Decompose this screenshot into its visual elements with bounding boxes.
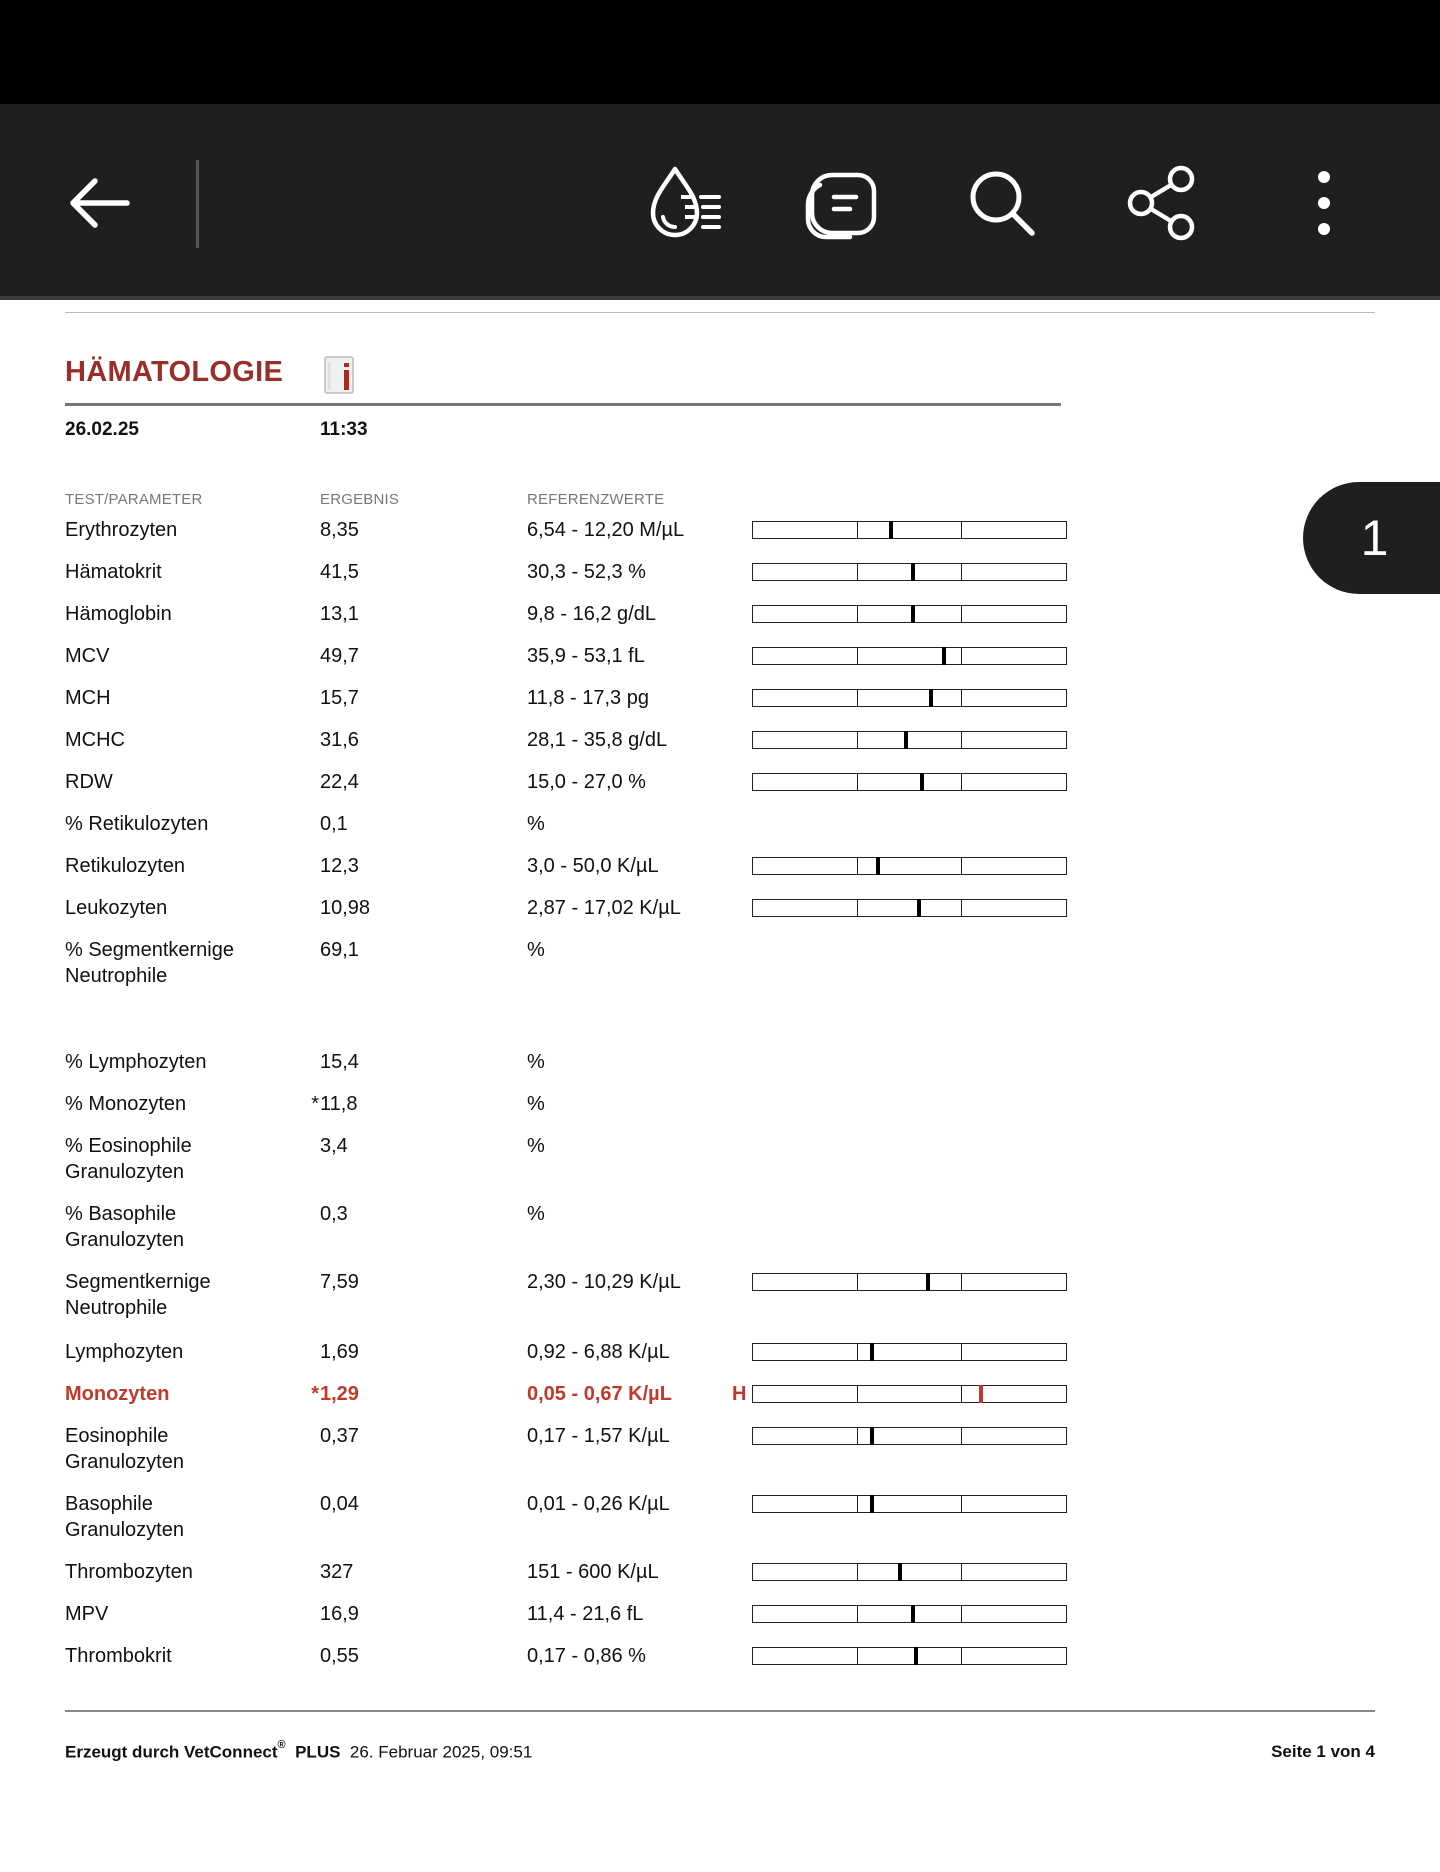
range-divider-high xyxy=(961,648,962,664)
result-value: 16,9 xyxy=(320,1603,359,1625)
more-vert-icon xyxy=(1309,163,1339,243)
result-value: 41,5 xyxy=(320,561,359,583)
reference-range: 9,8 - 16,2 g/dL xyxy=(527,603,656,625)
result-value: 0,04 xyxy=(320,1493,359,1515)
footer-plus: PLUS xyxy=(295,1742,341,1762)
toolbar xyxy=(0,104,1440,300)
parameter-name: % Monozyten xyxy=(65,1093,187,1115)
parameter-name: % Basophile Granulozyten xyxy=(65,1203,184,1251)
page-number-badge[interactable]: 1 xyxy=(1303,482,1440,594)
range-divider-low xyxy=(857,1274,858,1290)
comments-button[interactable] xyxy=(795,158,885,248)
reference-range: 151 - 600 K/µL xyxy=(527,1561,659,1583)
column-header-parameter: TEST/PARAMETER xyxy=(65,491,203,508)
range-marker xyxy=(911,563,915,581)
range-bar xyxy=(752,857,1067,875)
share-icon xyxy=(1123,163,1203,243)
reference-range: 0,17 - 0,86 % xyxy=(527,1645,646,1667)
chat-bubbles-icon xyxy=(798,161,882,245)
range-bar xyxy=(752,731,1067,749)
result-value: 0,3 xyxy=(320,1203,348,1225)
range-bar xyxy=(752,1647,1067,1665)
result-value: 22,4 xyxy=(320,771,359,793)
parameter-name: MPV xyxy=(65,1603,109,1625)
range-bar xyxy=(752,1427,1067,1445)
range-divider-high xyxy=(961,1648,962,1664)
range-divider-low xyxy=(857,1648,858,1664)
range-divider-high xyxy=(961,1386,962,1402)
range-marker xyxy=(870,1427,874,1445)
range-divider-high xyxy=(961,564,962,580)
result-value: 0,37 xyxy=(320,1425,359,1447)
parameter-name: % Retikulozyten xyxy=(65,813,209,835)
parameter-name: Lymphozyten xyxy=(65,1341,184,1363)
parameter-name: MCHC xyxy=(65,729,125,751)
parameter-name: % Segmentkernige Neutrophile xyxy=(65,939,234,987)
parameter-name: RDW xyxy=(65,771,113,793)
toolbar-separator xyxy=(196,160,199,248)
range-bar xyxy=(752,1563,1067,1581)
footer-divider xyxy=(65,1710,1375,1712)
range-marker xyxy=(911,605,915,623)
result-value: 49,7 xyxy=(320,645,359,667)
search-button[interactable] xyxy=(957,158,1047,248)
range-marker xyxy=(926,1273,930,1291)
parameter-name: Thrombokrit xyxy=(65,1645,172,1667)
range-bar xyxy=(752,899,1067,917)
result-value: 1,29 xyxy=(320,1383,359,1405)
parameter-name: MCV xyxy=(65,645,110,667)
range-divider-low xyxy=(857,774,858,790)
result-value: 1,69 xyxy=(320,1341,359,1363)
range-bar xyxy=(752,1605,1067,1623)
flag-star: * xyxy=(311,1383,319,1405)
range-divider-low xyxy=(857,648,858,664)
range-divider-high xyxy=(961,522,962,538)
share-button[interactable] xyxy=(1118,158,1208,248)
parameter-name: % Eosinophile Granulozyten xyxy=(65,1135,192,1183)
reference-range: 0,92 - 6,88 K/µL xyxy=(527,1341,670,1363)
range-marker xyxy=(917,899,921,917)
range-bar xyxy=(752,1273,1067,1291)
range-divider-high xyxy=(961,1274,962,1290)
range-marker xyxy=(914,1647,918,1665)
high-low-flag: H xyxy=(732,1383,747,1405)
flag-star: * xyxy=(311,1093,319,1115)
result-value: 327 xyxy=(320,1561,354,1583)
result-value: 0,55 xyxy=(320,1645,359,1667)
parameter-name: Eosinophile Granulozyten xyxy=(65,1425,184,1473)
range-bar xyxy=(752,689,1067,707)
range-marker xyxy=(929,689,933,707)
reference-range: 0,05 - 0,67 K/µL xyxy=(527,1383,672,1405)
range-bar xyxy=(752,1385,1067,1403)
range-divider-high xyxy=(961,900,962,916)
range-divider-low xyxy=(857,1496,858,1512)
reference-range: 11,4 - 21,6 fL xyxy=(527,1603,644,1625)
status-bar xyxy=(0,0,1440,104)
back-button[interactable] xyxy=(53,158,143,248)
result-value: 7,59 xyxy=(320,1271,359,1293)
reference-range: % xyxy=(527,813,545,835)
range-marker xyxy=(979,1385,983,1403)
footer-page-info: Seite 1 von 4 xyxy=(1271,1742,1375,1761)
reference-range: % xyxy=(527,939,545,961)
reference-range: 15,0 - 27,0 % xyxy=(527,771,646,793)
parameter-name: Basophile Granulozyten xyxy=(65,1493,184,1541)
range-divider-low xyxy=(857,1606,858,1622)
range-bar xyxy=(752,605,1067,623)
range-marker xyxy=(870,1343,874,1361)
range-marker xyxy=(911,1605,915,1623)
registered-mark: ® xyxy=(277,1739,286,1751)
reference-range: % xyxy=(527,1203,545,1225)
range-divider-high xyxy=(961,774,962,790)
reference-range: 11,8 - 17,3 pg xyxy=(527,687,649,709)
range-divider-low xyxy=(857,1386,858,1402)
range-divider-low xyxy=(857,858,858,874)
range-marker xyxy=(904,731,908,749)
result-value: 12,3 xyxy=(320,855,359,877)
parameter-name: Segmentkernige Neutrophile xyxy=(65,1271,211,1319)
result-value: 15,4 xyxy=(320,1051,359,1073)
range-marker xyxy=(876,857,880,875)
sample-tube-icon xyxy=(324,356,354,394)
result-value: 10,98 xyxy=(320,897,371,919)
range-marker xyxy=(870,1495,874,1513)
section-title: HÄMATOLOGIE xyxy=(65,356,284,388)
reference-range: 3,0 - 50,0 K/µL xyxy=(527,855,659,877)
sample-date: 26.02.25 xyxy=(65,419,139,440)
reference-range: 0,17 - 1,57 K/µL xyxy=(527,1425,670,1447)
range-divider-low xyxy=(857,564,858,580)
reference-range: 2,30 - 10,29 K/µL xyxy=(527,1271,681,1293)
range-divider-high xyxy=(961,858,962,874)
footer-generated-by: Erzeugt durch VetConnect xyxy=(65,1742,278,1762)
result-value: 0,1 xyxy=(320,813,348,835)
reference-range: 6,54 - 12,20 M/µL xyxy=(527,519,685,541)
range-bar xyxy=(752,563,1067,581)
parameter-name: Hämatokrit xyxy=(65,561,162,583)
reference-range: % xyxy=(527,1051,545,1073)
range-divider-high xyxy=(961,1606,962,1622)
footer-timestamp: 26. Februar 2025, 09:51 xyxy=(349,1742,533,1762)
column-header-reference: REFERENZWERTE xyxy=(527,491,665,508)
result-value: 8,35 xyxy=(320,519,359,541)
range-divider-high xyxy=(961,606,962,622)
parameter-name: Leukozyten xyxy=(65,897,168,919)
reference-range: 30,3 - 52,3 % xyxy=(527,561,646,583)
blood-drop-list-icon xyxy=(641,161,725,245)
parameter-name: % Lymphozyten xyxy=(65,1051,207,1073)
result-value: 31,6 xyxy=(320,729,359,751)
reference-range: % xyxy=(527,1135,545,1157)
range-divider-low xyxy=(857,1344,858,1360)
top-divider xyxy=(65,312,1375,313)
range-divider-high xyxy=(961,690,962,706)
reference-range: % xyxy=(527,1093,545,1115)
range-bar xyxy=(752,521,1067,539)
range-divider-low xyxy=(857,522,858,538)
parameter-name: Monozyten xyxy=(65,1383,170,1405)
more-options-button[interactable] xyxy=(1279,158,1369,248)
result-value: 13,1 xyxy=(320,603,359,625)
range-marker xyxy=(889,521,893,539)
arrow-left-icon xyxy=(63,173,133,233)
reference-range: 2,87 - 17,02 K/µL xyxy=(527,897,681,919)
range-divider-low xyxy=(857,606,858,622)
reference-range: 35,9 - 53,1 fL xyxy=(527,645,645,667)
range-marker xyxy=(898,1563,902,1581)
range-divider-low xyxy=(857,900,858,916)
range-divider-high xyxy=(961,1428,962,1444)
result-value: 3,4 xyxy=(320,1135,348,1157)
range-marker xyxy=(920,773,924,791)
range-bar xyxy=(752,647,1067,665)
search-icon xyxy=(964,165,1040,241)
range-bar xyxy=(752,1343,1067,1361)
range-divider-low xyxy=(857,732,858,748)
range-divider-low xyxy=(857,690,858,706)
footer-generated xyxy=(65,1739,533,1763)
range-divider-low xyxy=(857,1428,858,1444)
parameter-name: Hämoglobin xyxy=(65,603,172,625)
reference-range: 28,1 - 35,8 g/dL xyxy=(527,729,668,751)
parameter-name: Erythrozyten xyxy=(65,519,178,541)
section-rule xyxy=(65,403,1061,406)
parameter-name: Retikulozyten xyxy=(65,855,186,877)
range-divider-low xyxy=(857,1564,858,1580)
parameter-name: Thrombozyten xyxy=(65,1561,193,1583)
range-bar xyxy=(752,1495,1067,1513)
range-divider-high xyxy=(961,1496,962,1512)
parameter-name: MCH xyxy=(65,687,111,709)
range-marker xyxy=(942,647,946,665)
result-value: 11,8 xyxy=(320,1093,358,1115)
range-bar xyxy=(752,773,1067,791)
range-divider-high xyxy=(961,1344,962,1360)
result-value: 15,7 xyxy=(320,687,359,709)
reference-range: 0,01 - 0,26 K/µL xyxy=(527,1493,670,1515)
range-divider-high xyxy=(961,732,962,748)
range-divider-high xyxy=(961,1564,962,1580)
result-value: 69,1 xyxy=(320,939,359,961)
column-header-result: ERGEBNIS xyxy=(320,491,400,508)
results-overview-button[interactable] xyxy=(638,158,728,248)
sample-time: 11:33 xyxy=(320,419,368,440)
